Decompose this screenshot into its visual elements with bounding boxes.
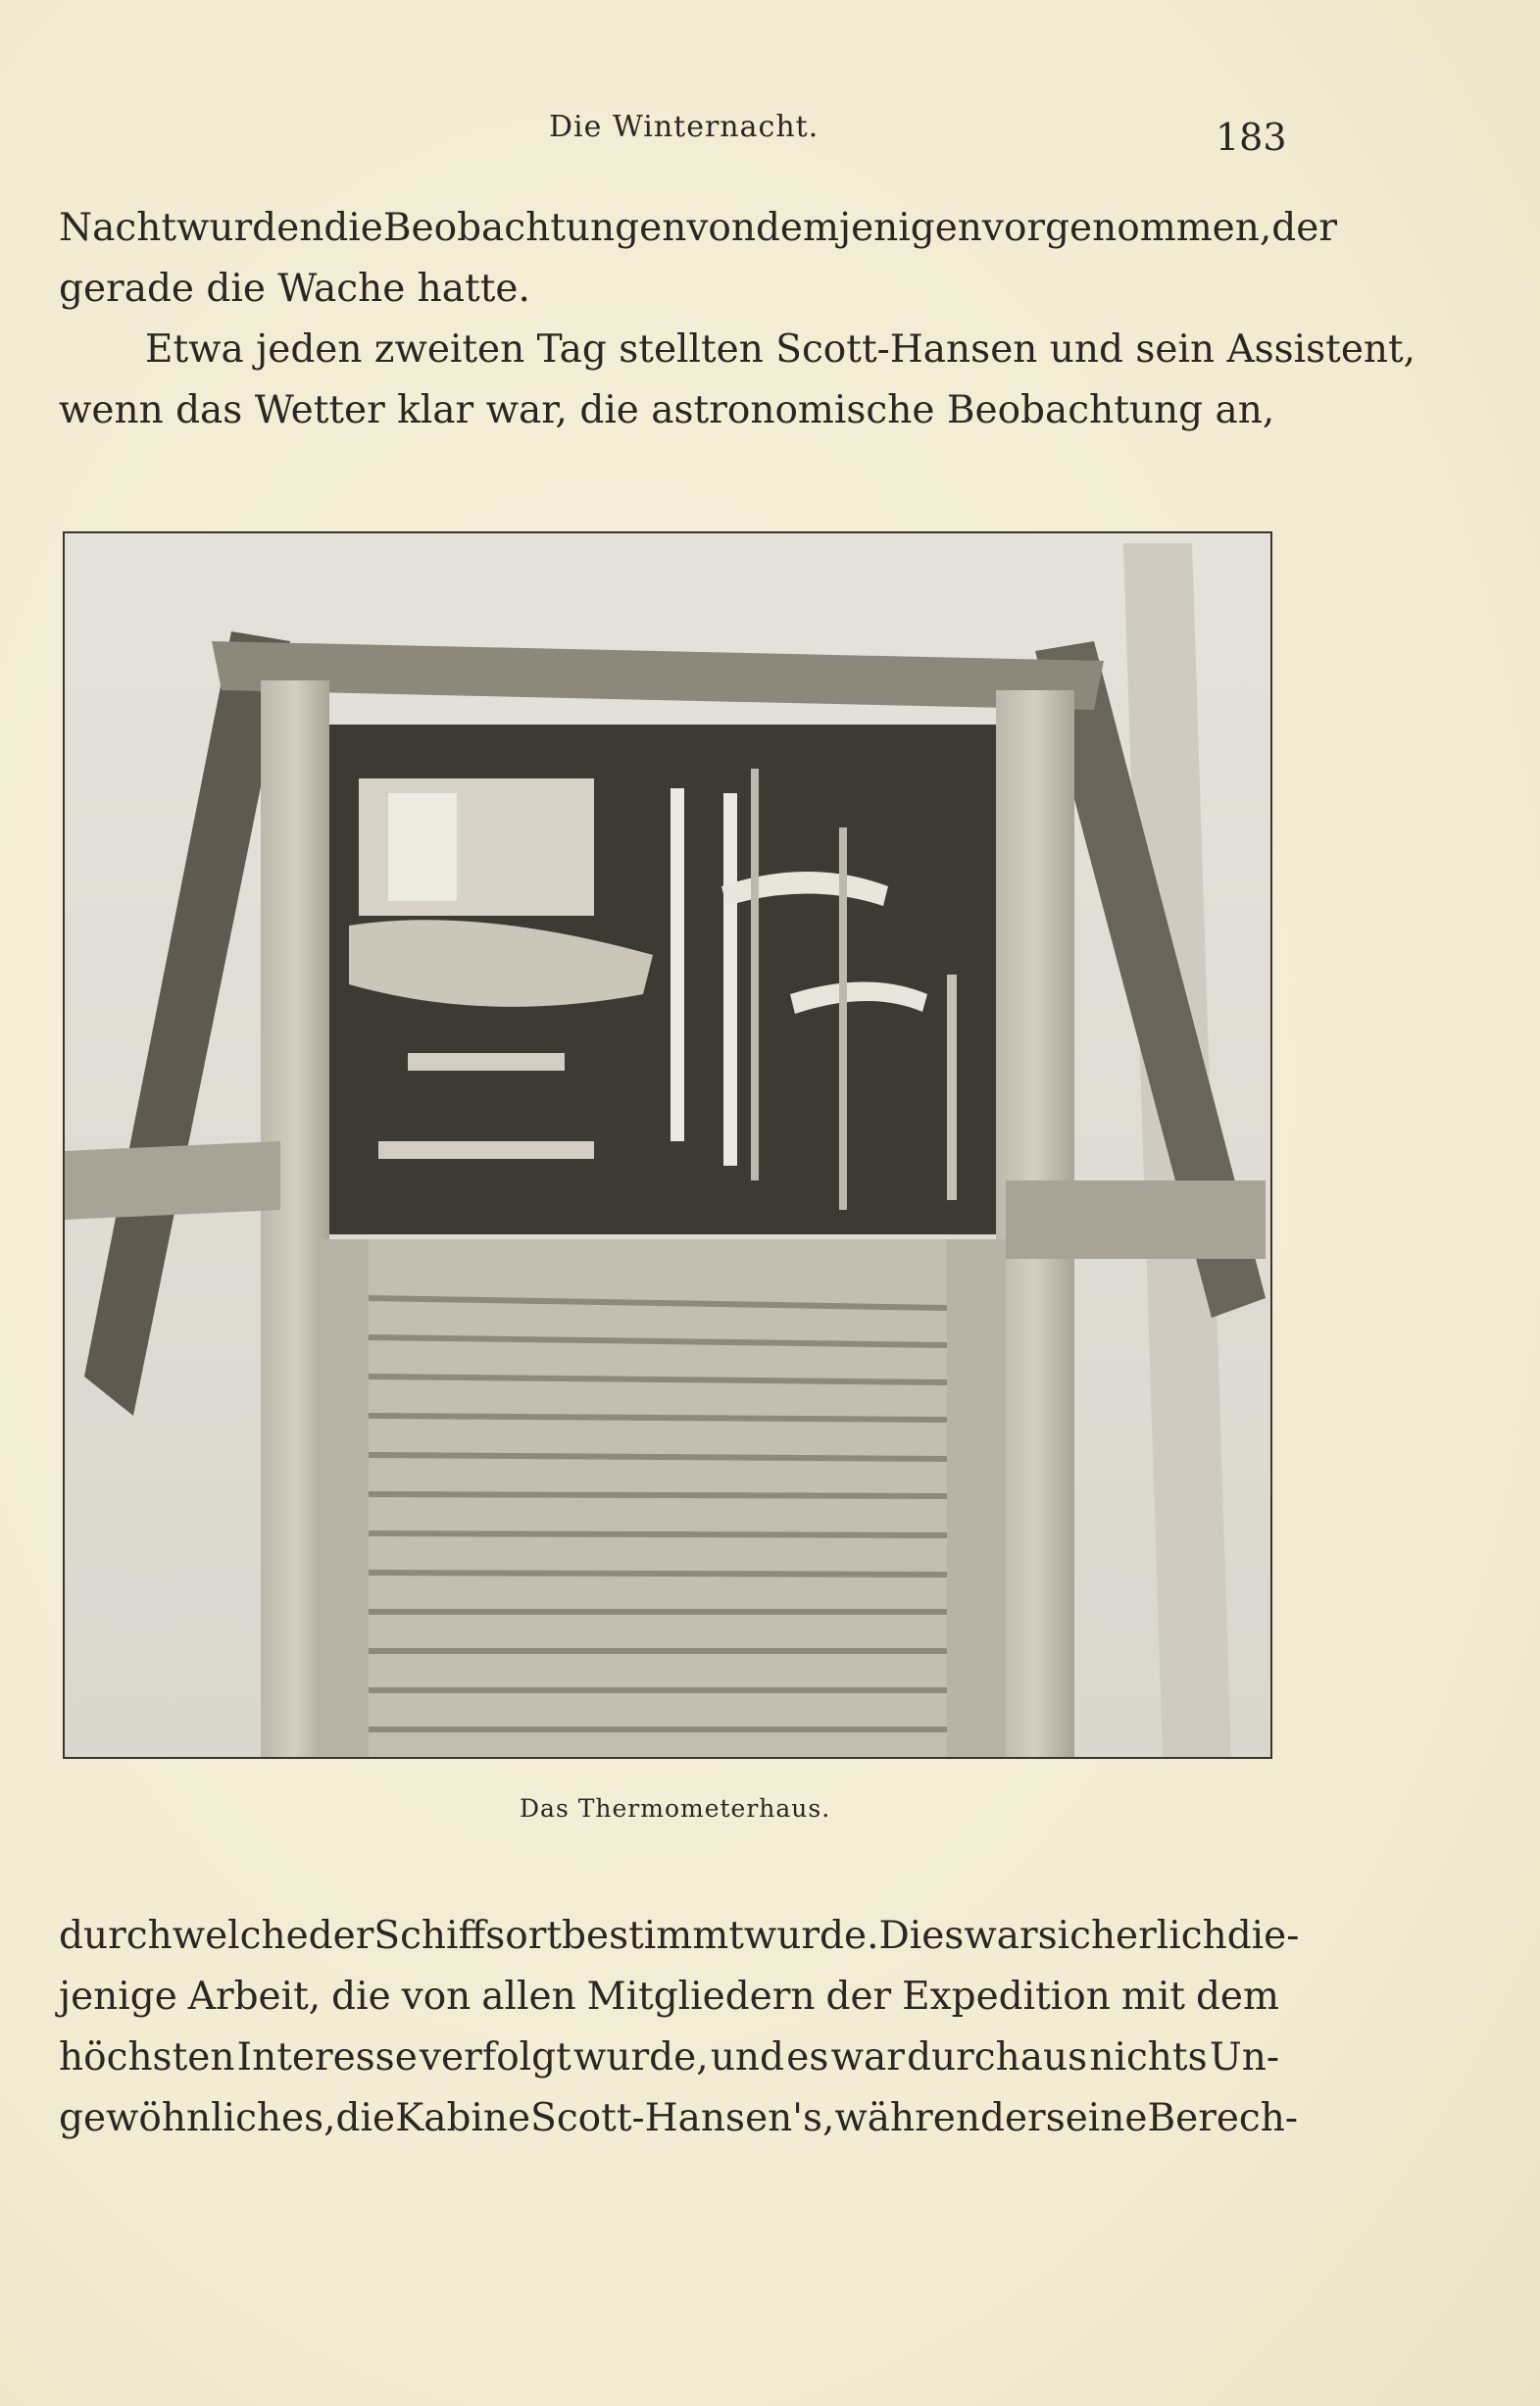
figure-caption: Das Thermometerhaus.	[520, 1794, 831, 1823]
photo-illustration	[65, 533, 1270, 1757]
page-number: 183	[1216, 116, 1287, 159]
paragraph-3-line-3: höchsten Interesse verfolgt wurde, und es war durchaus nichts Un-	[59, 2035, 1279, 2080]
paragraph-3-line-2: jenige Arbeit, die von allen Mitgliedern der Expedition mit dem	[59, 1975, 1279, 2019]
paragraph-3	[59, 1906, 1300, 2149]
paragraph-1-line-2: gerade die Wache hatte.	[59, 267, 530, 311]
paragraph-2-line-2: wenn das Wetter klar war, die astronomische Beobachtung an,	[59, 388, 1275, 432]
paragraph-1-line-1: Nacht wurden die Beobachtungen von demjenigen vorgenommen, der	[59, 206, 1337, 250]
running-head: Die Winternacht.	[549, 110, 820, 144]
paragraph-2	[59, 320, 1416, 441]
thermometer-house-photo	[63, 531, 1272, 1759]
paragraph-3-line-4: gewöhnliches, die Kabine Scott-Hansen's, während er seine Berech-	[59, 2096, 1299, 2140]
paragraph-2-line-1: Etwa jeden zweiten Tag stellten Scott-Hansen und sein Assistent,	[145, 327, 1416, 372]
paragraph-1	[59, 198, 1337, 320]
paragraph-3-line-1: durch welche der Schiffsort bestimmt wurde. Dies war sicherlich die-	[59, 1914, 1300, 1958]
